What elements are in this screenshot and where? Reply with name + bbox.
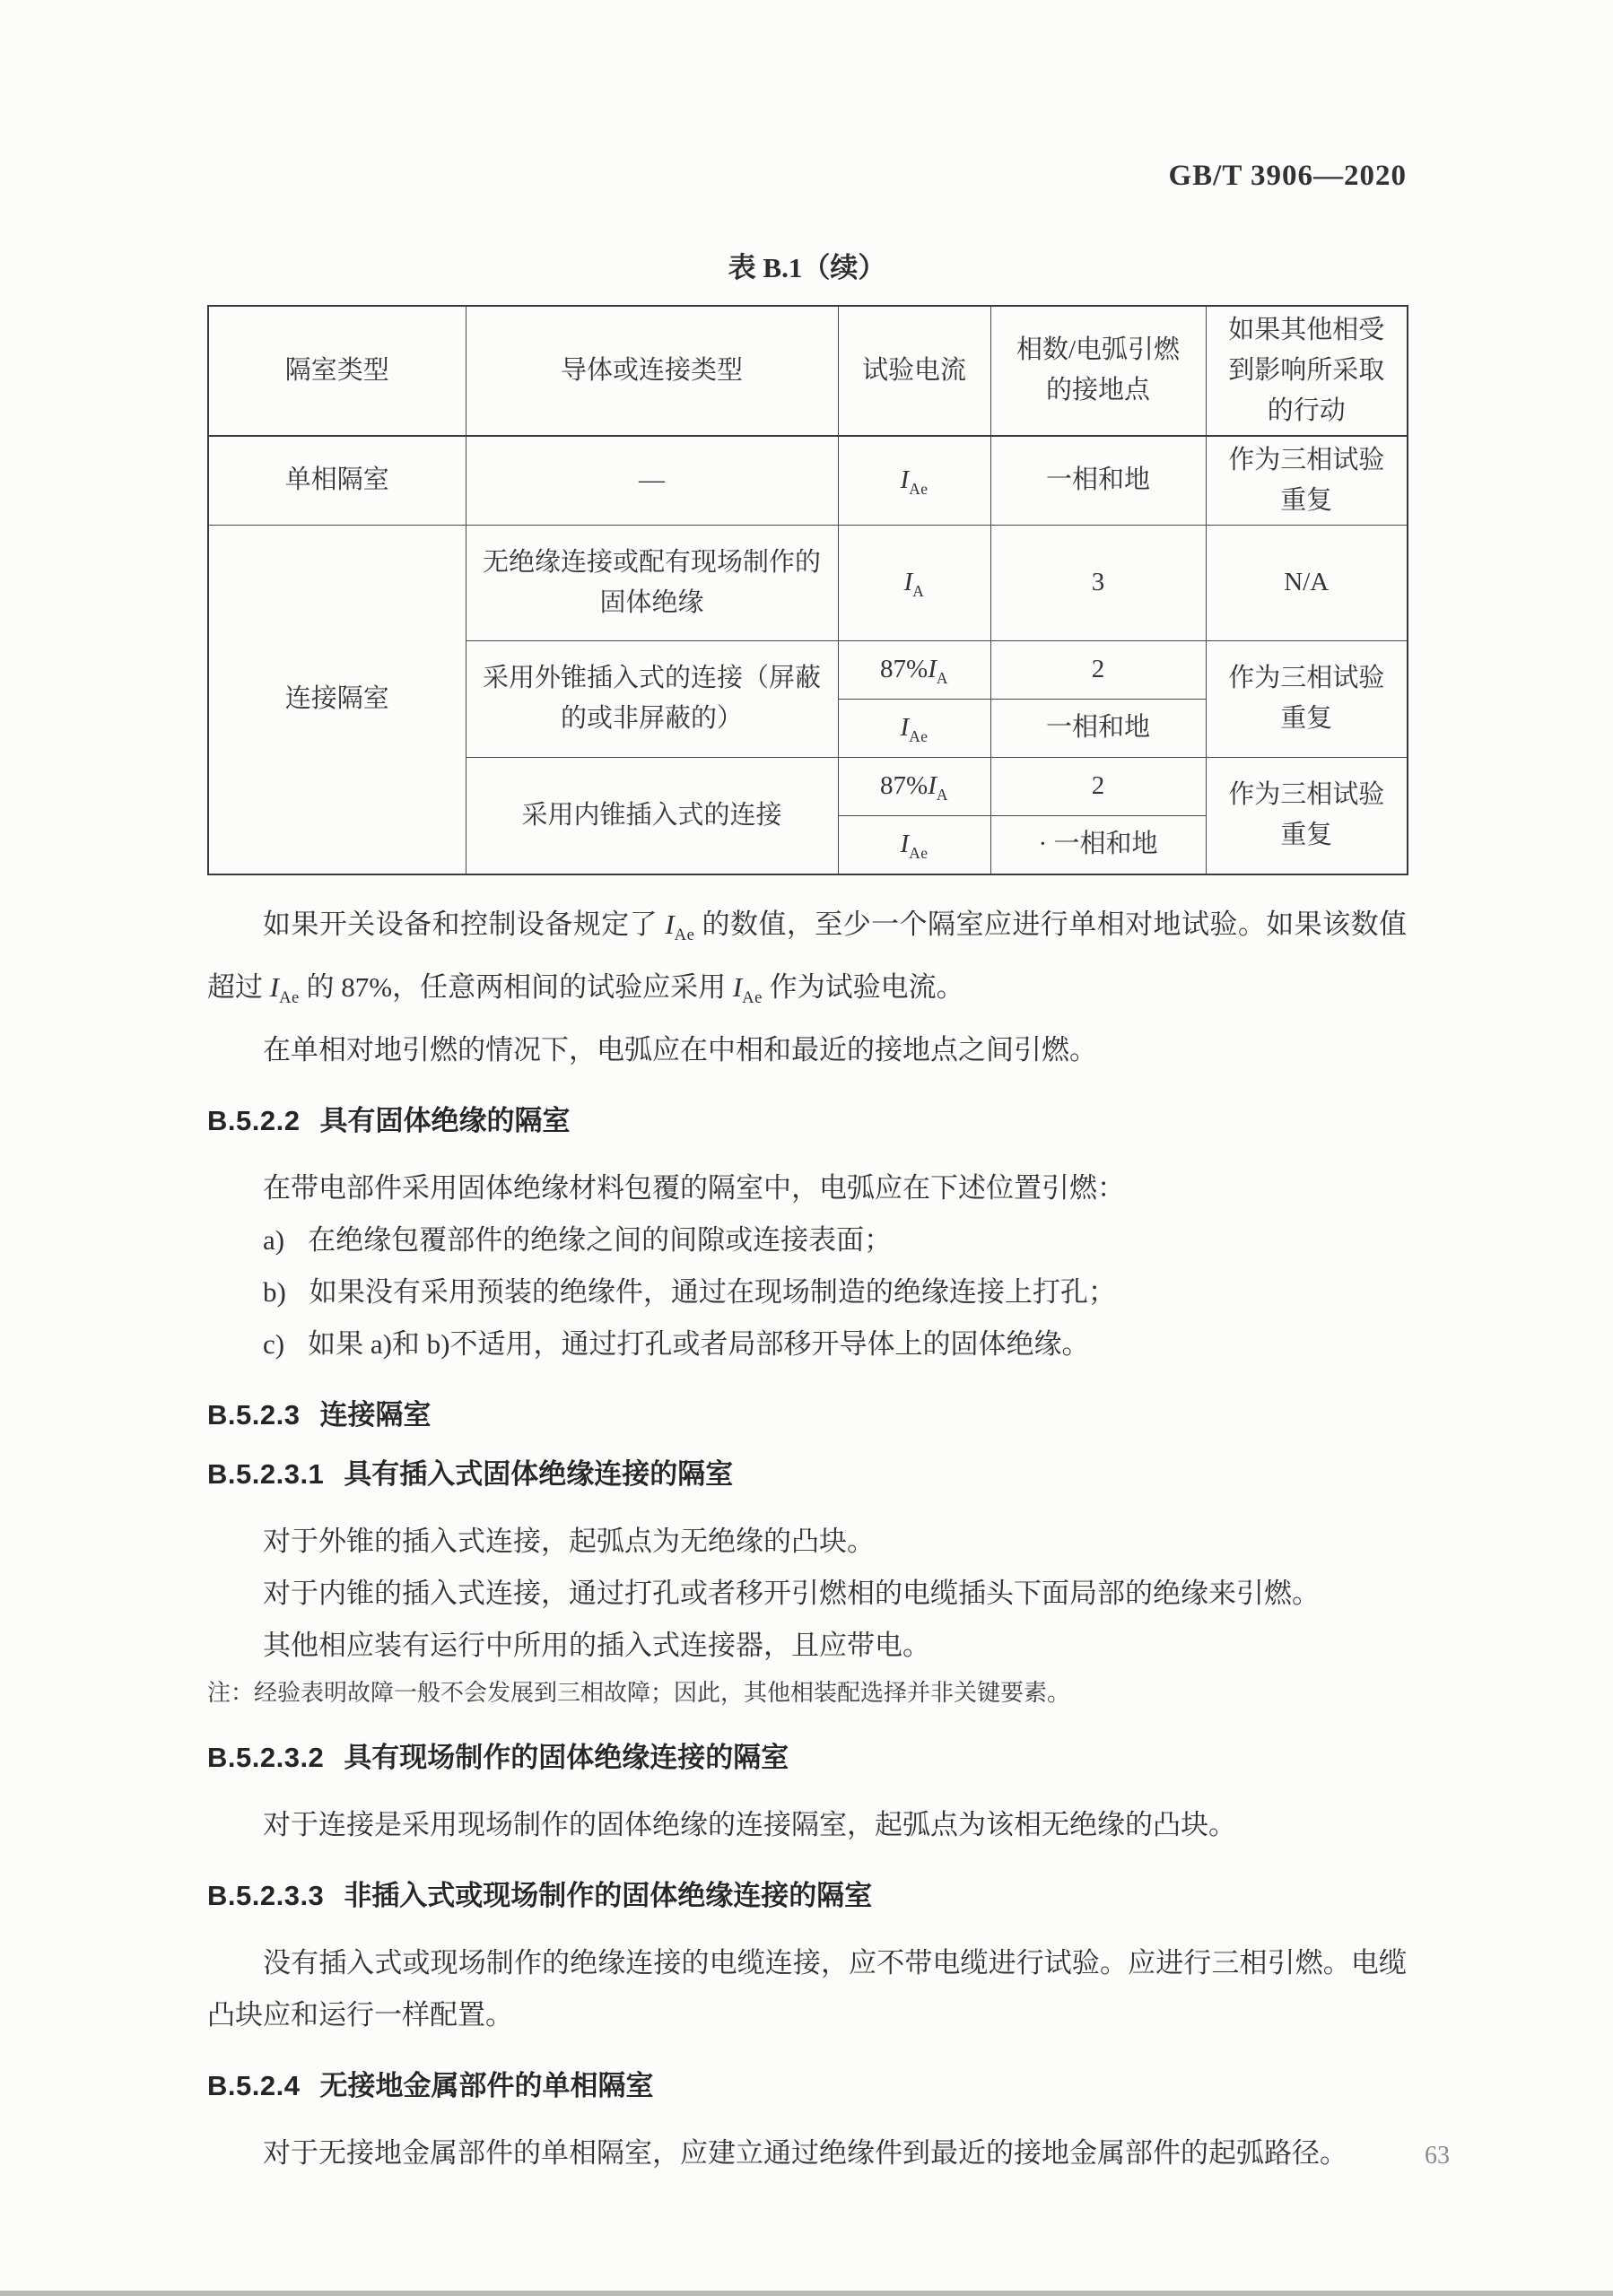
cell-conductor: 采用外锥插入式的连接（屏蔽的或非屏蔽的） [466,640,838,757]
cell-current [838,640,990,699]
list-item-b: b) 如果没有采用预装的绝缘件，通过在现场制造的绝缘连接上打孔； [263,1276,1116,1309]
cell-conductor: — [466,436,838,525]
cell-action: 作为三相试验重复 [1206,640,1408,757]
cell-current [838,436,990,525]
page-content [207,245,1407,2179]
current-symbol: $I_A$ [903,567,925,600]
body-paragraph: 在单相对地引燃的情况下，电弧应在中相和最近的接地点之间引燃。 [263,1034,1097,1066]
cell-points: 2 [990,640,1206,699]
current-symbol: $87\%I_A$ [880,770,948,804]
clause-heading-b522: B.5.2.2 具有固体绝缘的隔室 [207,1105,571,1137]
table-row [208,525,1408,640]
cell-points: 2 [990,757,1206,815]
header-action-other-phases: 如果其他相受到影响所采取的行动 [1206,306,1408,436]
header-test-current: 试验电流 [838,306,990,436]
current-symbol: $I_{Ae}$ [900,829,929,862]
note-text: 注：经验表明故障一般不会发展到三相故障；因此，其他相装配选择并非关键要素。 [207,1680,1071,1707]
cell-points: · 一相和地 [990,815,1206,874]
body-paragraph: 在带电部件采用固体绝缘材料包覆的隔室中，电弧应在下述位置引燃： [263,1172,1125,1205]
cell-points: 一相和地 [990,699,1206,757]
body-paragraph: 对于无接地金属部件的单相隔室，应建立通过绝缘件到最近的接地金属部件的起弧路径。 [263,2137,1347,2170]
current-symbol: $I_{Ae}$ [269,970,300,1008]
current-symbol: $I_{Ae}$ [900,465,929,498]
header-conductor-type: 导体或连接类型 [466,306,838,436]
body-paragraph: 其他相应装有运行中所用的插入式连接器，且应带电。 [263,1630,930,1662]
table-row [208,436,1408,525]
clause-heading-b5231: B.5.2.3.1 具有插入式固体绝缘连接的隔室 [207,1458,734,1491]
cell-compartment: 连接隔室 [208,525,466,874]
table-header-row [208,306,1408,436]
body-paragraph: 对于外锥的插入式连接，起弧点为无绝缘的凸块。 [263,1526,875,1558]
cell-action: 作为三相试验重复 [1206,757,1408,874]
list-item-c: c) 如果 a)和 b)不适用，通过打孔或者局部移开导体上的固体绝缘。 [263,1328,1090,1361]
cell-current [838,699,990,757]
cell-compartment: 单相隔室 [208,436,466,525]
cell-current [838,525,990,640]
scan-edge-artifact [0,2291,1613,2296]
body-paragraph: 对于连接是采用现场制作的固体绝缘的连接隔室，起弧点为该相无绝缘的凸块。 [263,1809,1236,1841]
current-symbol: $I_{Ae}$ [900,712,929,745]
cell-points: 3 [990,525,1206,640]
body-paragraph: 没有插入式或现场制作的绝缘连接的电缆连接，应不带电缆进行试验。应进行三相引燃。电缆凸块应和运行一样配置。 [207,1947,1407,2031]
body-paragraph: 对于内锥的插入式连接，通过打孔或者移开引燃相的电缆插头下面局部的绝缘来引燃。 [263,1578,1320,1610]
current-symbol: $87\%I_A$ [880,654,948,687]
header-phases-ignition: 相数/电弧引燃的接地点 [990,306,1206,436]
clause-heading-b5232: B.5.2.3.2 具有现场制作的固体绝缘连接的隔室 [207,1742,789,1774]
current-symbol: $I_{Ae}$ [732,970,763,1008]
page-number: 63 [1425,2142,1450,2170]
current-symbol: $I_{Ae}$ [665,908,695,944]
cell-conductor: 采用内锥插入式的连接 [466,757,838,874]
table-b1-continued [207,305,1408,875]
standard-number: GB/T 3906—2020 [1168,160,1407,192]
body-paragraph: 如果开关设备和控制设备规定了 $I_{Ae}$ 的数值，至少一个隔室应进行单相对地试验。如果该数值超过 $I_{Ae}$ 的 87%，任意两相间的试验应采用 $I_{Ae}$ 作为试验电流。 [207,908,1408,1008]
header-compartment-type: 隔室类型 [208,306,466,436]
cell-action: 作为三相试验重复 [1206,436,1408,525]
clause-heading-b524: B.5.2.4 无接地金属部件的单相隔室 [207,2070,654,2102]
clause-heading-b523: B.5.2.3 连接隔室 [207,1399,432,1431]
cell-current [838,757,990,815]
table-caption: 表 B.1（续） [728,252,886,283]
cell-points: 一相和地 [990,436,1206,525]
cell-conductor: 无绝缘连接或配有现场制作的固体绝缘 [466,525,838,640]
list-item-a: a) 在绝缘包覆部件的绝缘之间的间隙或连接表面； [263,1224,893,1257]
clause-heading-b5233: B.5.2.3.3 非插入式或现场制作的固体绝缘连接的隔室 [207,1880,873,1912]
cell-current [838,815,990,874]
cell-action: N/A [1206,525,1408,640]
